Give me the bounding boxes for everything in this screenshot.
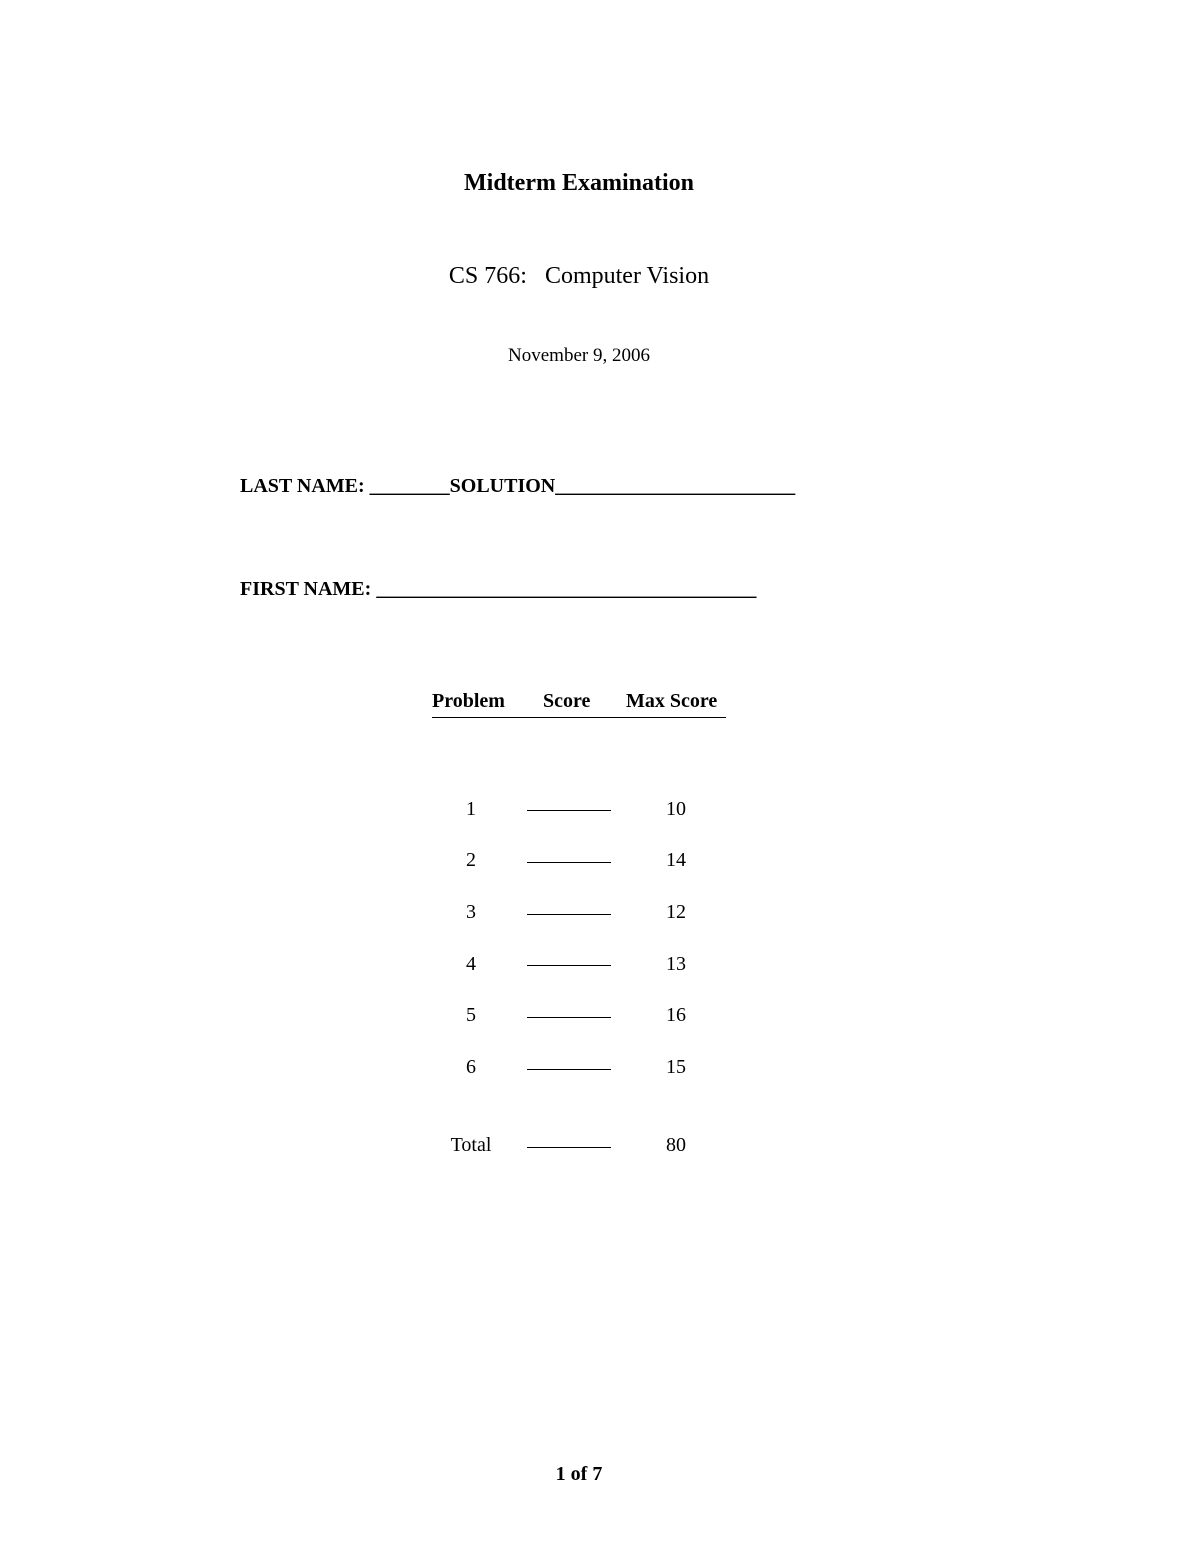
max-score: 12: [666, 901, 686, 923]
page-number: 1 of 7: [555, 1463, 603, 1485]
course-code: CS 766:: [448, 263, 527, 289]
last-name-value: ________SOLUTION________________________: [369, 475, 796, 497]
score-blank: [527, 1069, 611, 1070]
problem-number: 2: [466, 849, 476, 871]
score-blank: [527, 1147, 611, 1148]
first-name-label: FIRST NAME:: [240, 578, 372, 600]
document-title: Midterm Examination: [464, 170, 694, 196]
problem-number: 6: [466, 1056, 476, 1078]
column-header-max-score: Max Score: [626, 690, 718, 712]
last-name-label: LAST NAME:: [240, 475, 365, 497]
course-name: Computer Vision: [544, 263, 710, 289]
problem-number: 4: [466, 953, 476, 975]
column-header-score: Score: [543, 690, 591, 712]
score-blank: [527, 1017, 611, 1018]
column-header-problem: Problem: [432, 690, 505, 712]
exam-date: November 9, 2006: [508, 345, 650, 366]
score-blank: [527, 810, 611, 811]
score-blank: [527, 914, 611, 915]
course-heading: [0, 263, 1158, 290]
first-name-field: [240, 578, 756, 601]
problem-number: 1: [466, 798, 476, 820]
total-max-score: 80: [666, 1134, 686, 1156]
last-name-field: [240, 475, 795, 498]
first-name-value: ______________________________________: [376, 578, 757, 600]
max-score: 10: [666, 798, 686, 820]
problem-number: 5: [466, 1004, 476, 1026]
header-underline: [432, 717, 726, 718]
score-blank: [527, 862, 611, 863]
max-score: 15: [666, 1056, 686, 1078]
max-score: 16: [666, 1004, 686, 1026]
total-label: Total: [450, 1134, 492, 1156]
max-score: 14: [666, 849, 686, 871]
problem-number: 3: [466, 901, 476, 923]
max-score: 13: [666, 953, 686, 975]
score-blank: [527, 965, 611, 966]
